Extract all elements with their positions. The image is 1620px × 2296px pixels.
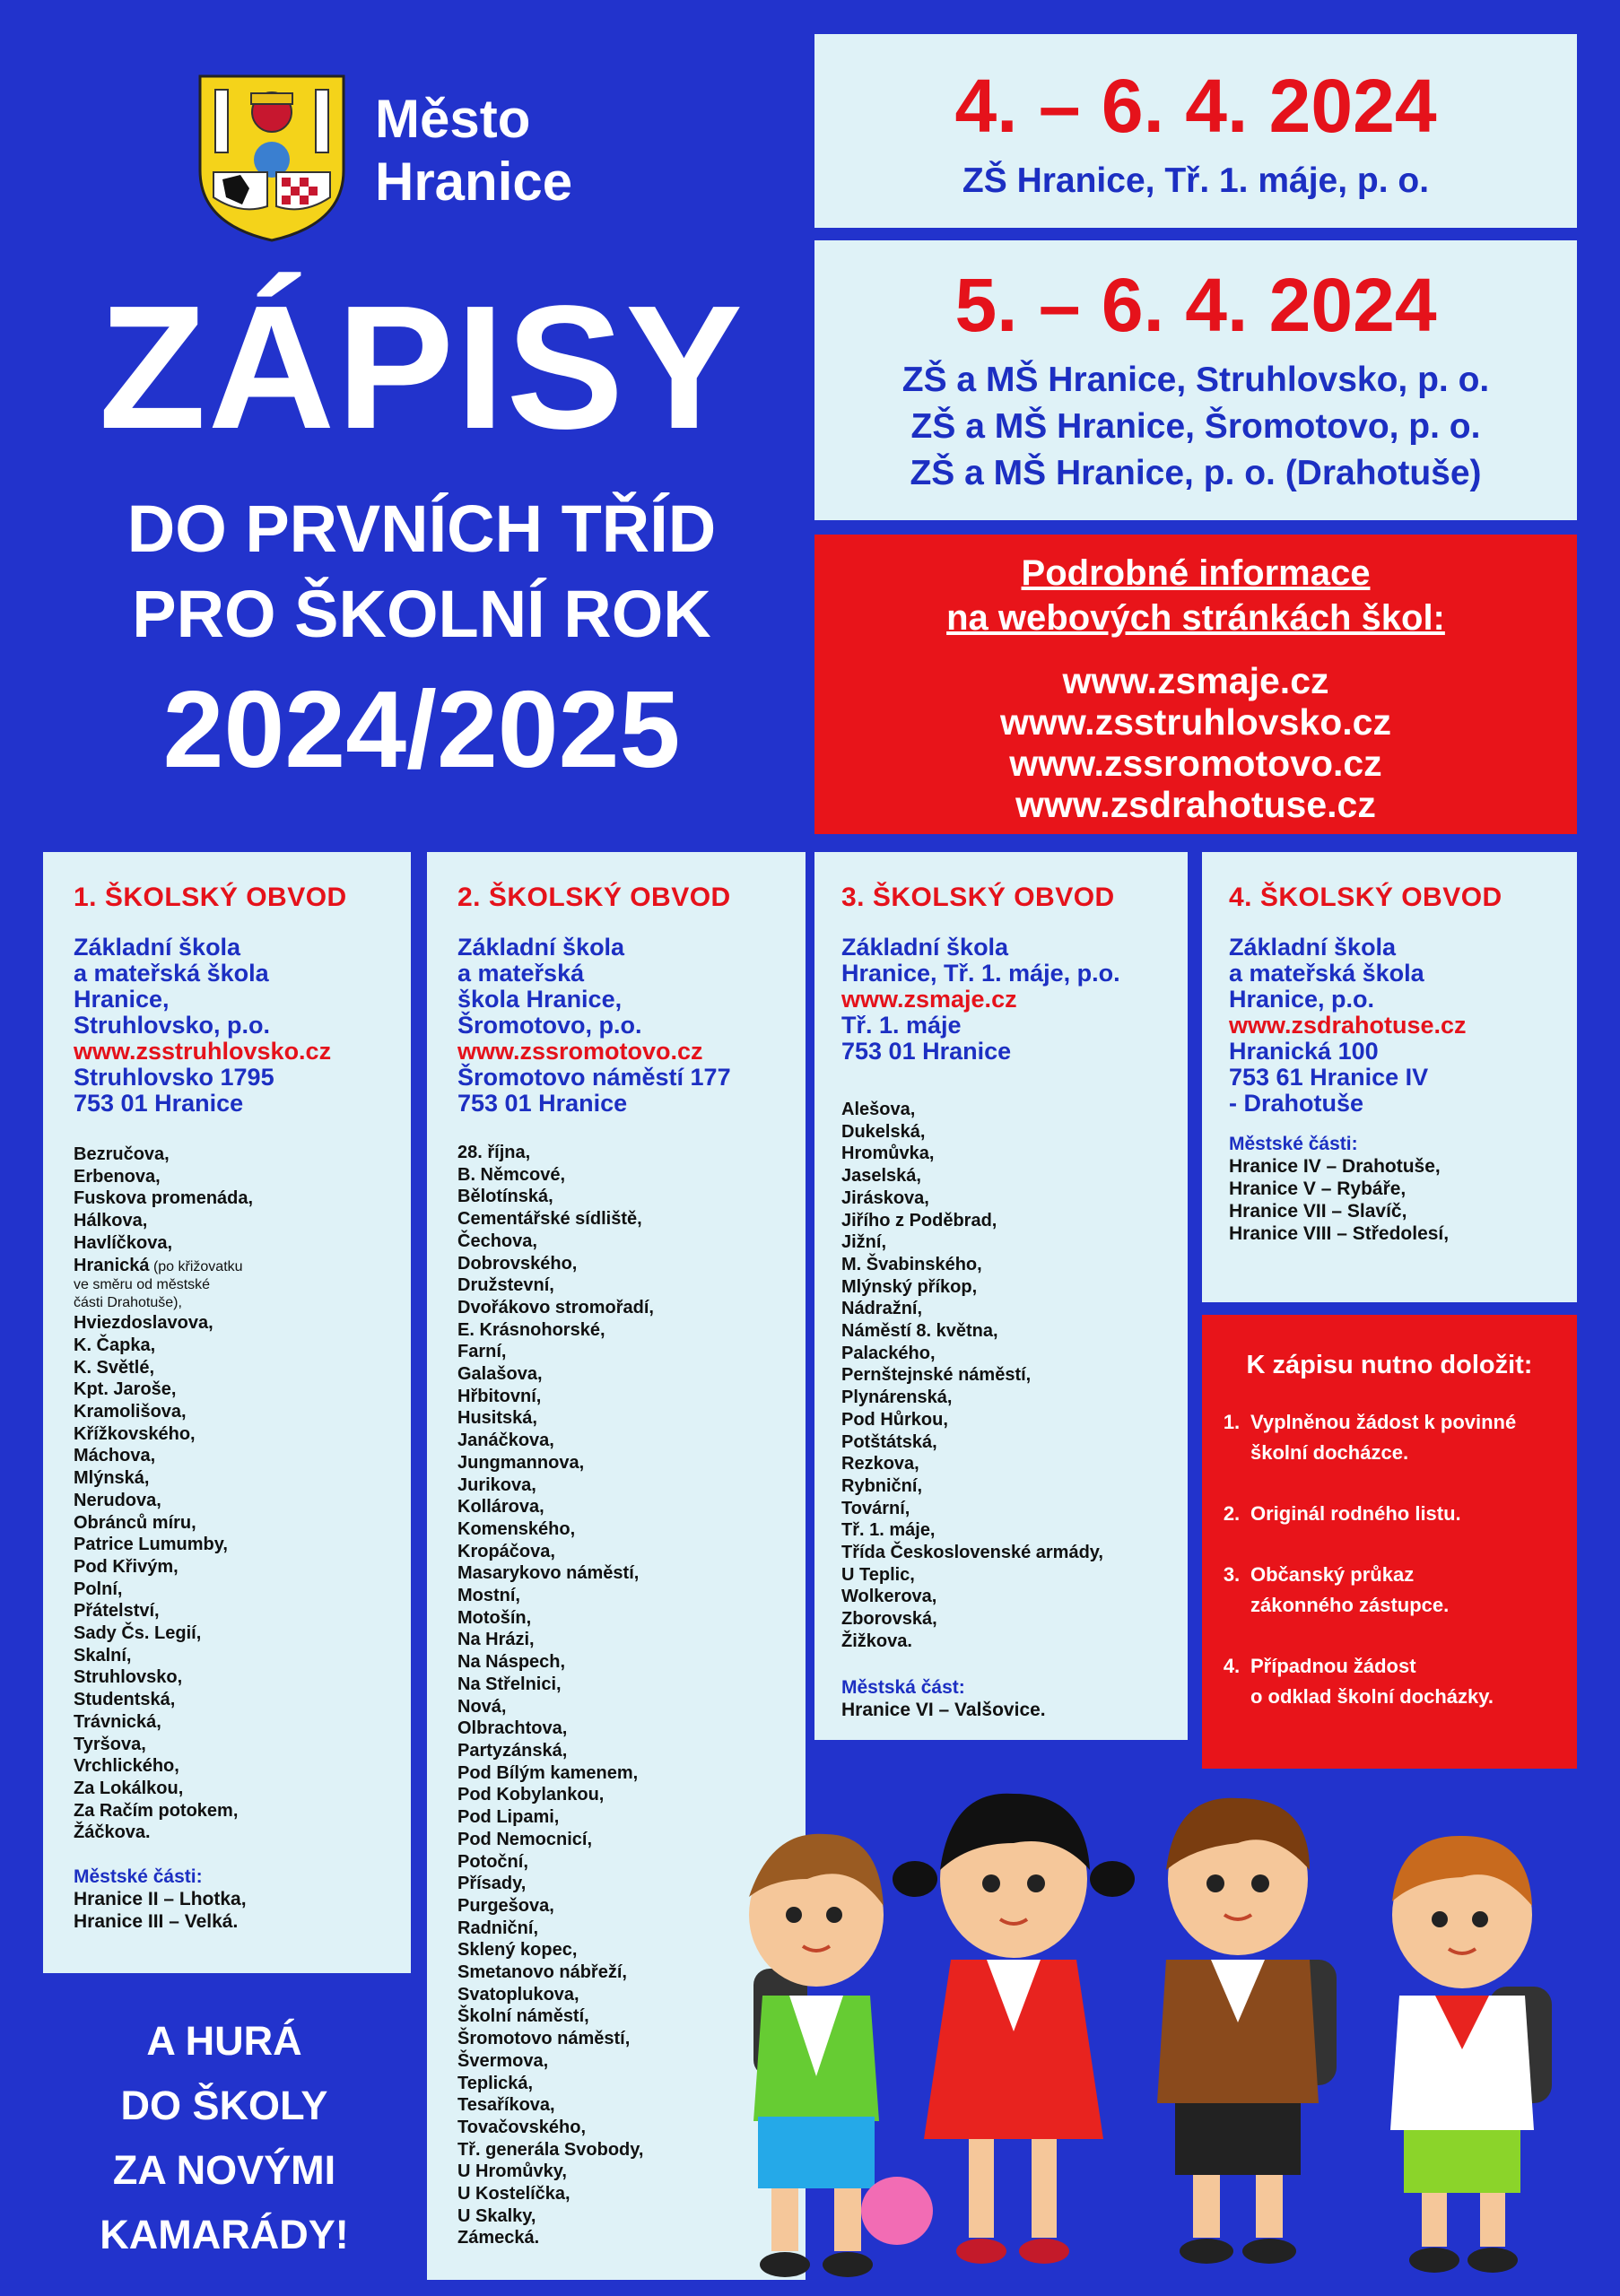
info-url[interactable]: www.zsmaje.cz xyxy=(1062,660,1329,701)
street-item: 28. října, xyxy=(457,1143,531,1162)
school-address: - Drahotuše xyxy=(1229,1090,1364,1117)
street-item: Sklený kopec, xyxy=(457,1940,578,1961)
info-url[interactable]: www.zssromotovo.cz xyxy=(1009,743,1382,784)
street-item: Kollárova, xyxy=(457,1497,544,1518)
school-name: Základní škola xyxy=(1229,934,1397,961)
requirement-item xyxy=(1213,1407,1563,1468)
part-item: Hranice VII – Slavíč, xyxy=(1229,1201,1407,1222)
school-address: 753 01 Hranice xyxy=(841,1038,1012,1065)
street-item: Školní náměstí, xyxy=(457,2006,589,2027)
date-1: 4. – 6. 4. 2024 xyxy=(954,64,1437,148)
children-illustration xyxy=(718,1780,1615,2292)
street-item: Bělotínská, xyxy=(457,1187,553,1207)
street-item: Plynárenská, xyxy=(841,1387,953,1408)
city-name xyxy=(375,88,572,213)
street-item: Dvořákovo stromořadí, xyxy=(457,1297,654,1318)
street-item: Nádražní, xyxy=(841,1299,923,1319)
street-item: B. Němcové, xyxy=(457,1164,566,1185)
street-item: Fuskova promenáda, xyxy=(74,1188,254,1209)
child-4-figure xyxy=(1390,1836,1552,2273)
street-item: Farní, xyxy=(457,1342,507,1362)
street-item: Pod Nemocnicí, xyxy=(457,1829,593,1849)
street-item: Tovární, xyxy=(841,1498,910,1518)
street-item: Alešova, xyxy=(841,1100,916,1119)
street-item: Smetanovo nábřeží, xyxy=(457,1962,627,1983)
district-title: 3. ŠKOLSKÝ OBVOD xyxy=(841,883,1115,912)
school-name: Hranice, xyxy=(74,986,170,1013)
street-item: Studentská, xyxy=(74,1690,176,1710)
street-item: Janáčkova, xyxy=(457,1431,554,1451)
headline-line2: PRO ŠKOLNÍ ROK xyxy=(132,577,711,651)
part-item: Hranice II – Lhotka, xyxy=(74,1889,247,1910)
date-1-school: ZŠ Hranice, Tř. 1. máje, p. o. xyxy=(962,161,1430,200)
street-item: Kramolišova, xyxy=(74,1402,187,1422)
school-name: škola Hranice, xyxy=(457,986,623,1013)
school-name: Základní škola xyxy=(457,934,625,961)
date-2-school: ZŠ a MŠ Hranice, p. o. (Drahotuše) xyxy=(910,454,1482,492)
street-item: Svatoplukova, xyxy=(457,1984,579,2005)
date-2: 5. – 6. 4. 2024 xyxy=(954,263,1437,347)
street-item: Pod Lipami, xyxy=(457,1807,560,1828)
street-item: Cementářské sídliště, xyxy=(457,1209,642,1230)
street-item-special xyxy=(74,1255,388,1277)
info-heading: Podrobné informace xyxy=(1021,553,1371,593)
street-item: Zámecká. xyxy=(457,2228,540,2248)
street-item: Čechova, xyxy=(457,1231,537,1251)
info-url[interactable]: www.zsstruhlovsko.cz xyxy=(1000,701,1391,743)
street-item: Jižní, xyxy=(841,1232,887,1253)
district-4 xyxy=(1202,852,1577,1302)
school-name: Šromotovo, p.o. xyxy=(457,1012,642,1039)
requirement-text: školní docházce. xyxy=(1250,1441,1409,1464)
date-2-school: ZŠ a MŠ Hranice, Šromotovo, p. o. xyxy=(910,407,1481,446)
street-item: Jungmannova, xyxy=(457,1452,585,1473)
street-item: Masarykovo náměstí, xyxy=(457,1563,640,1584)
requirements-title: K zápisu nutno doložit: xyxy=(1246,1351,1533,1379)
street-item: Žáčkova. xyxy=(74,1822,151,1843)
info-url[interactable]: www.zsdrahotuse.cz xyxy=(1015,784,1376,825)
street-item: Husitská, xyxy=(457,1408,537,1429)
slogan-line: ZA NOVÝMI xyxy=(112,2147,336,2193)
street-item: Havlíčkova, xyxy=(74,1232,173,1253)
street-item: Tyršova, xyxy=(74,1734,146,1754)
headline-line1: DO PRVNÍCH TŘÍD xyxy=(126,491,717,566)
street-item: Pernštejnské náměstí, xyxy=(841,1365,1032,1386)
street-item: Na Hrázi, xyxy=(457,1630,535,1650)
street-item: Mlýnský příkop, xyxy=(841,1276,978,1297)
street-item: Kpt. Jaroše, xyxy=(74,1379,177,1400)
street-item: U Hromůvky, xyxy=(457,2161,567,2182)
requirement-item xyxy=(1213,1651,1563,1712)
part-item: Hranice IV – Drahotuše, xyxy=(1229,1156,1441,1177)
slogan-line: KAMARÁDY! xyxy=(100,2212,349,2257)
street-item: Motošín, xyxy=(457,1607,532,1628)
street-item: Dukelská, xyxy=(841,1121,926,1142)
street-item: Na Střelnici, xyxy=(457,1674,562,1694)
date-2-school: ZŠ a MŠ Hranice, Struhlovsko, p. o. xyxy=(901,361,1490,399)
street-item: Šromotovo náměstí, xyxy=(457,2029,631,2049)
child-3-figure xyxy=(1157,1798,1337,2264)
street-item: Rezkova, xyxy=(841,1454,919,1474)
street-item: Na Náspech, xyxy=(457,1652,566,1673)
city-crest-icon xyxy=(196,72,348,242)
street-item: Purgešova, xyxy=(457,1895,554,1916)
street-item: Hviezdoslavova, xyxy=(74,1313,213,1334)
school-name: Základní škola xyxy=(841,934,1009,961)
street-item: Nová, xyxy=(457,1696,507,1717)
street-item: Hřbitovní, xyxy=(457,1386,542,1406)
street-item: Hálkova, xyxy=(74,1211,148,1231)
requirement-text: Vyplněnou žádost k povinné xyxy=(1250,1411,1517,1433)
street-item: Dobrovského, xyxy=(457,1253,578,1274)
street-item: Za Lokálkou, xyxy=(74,1778,184,1798)
school-name: a mateřská škola xyxy=(74,960,269,987)
street-item: Potoční, xyxy=(457,1851,528,1872)
school-name: Hranice, p.o. xyxy=(1229,986,1375,1013)
school-address: Hranická 100 xyxy=(1229,1038,1379,1065)
street-item: Mlýnská, xyxy=(74,1468,150,1489)
street-item: Přátelství, xyxy=(74,1601,160,1622)
street-item: Švermova, xyxy=(457,2050,549,2071)
slogan-line: DO ŠKOLY xyxy=(120,2083,328,2128)
headline-title: ZÁPISY xyxy=(99,269,745,465)
district-title: 4. ŠKOLSKÝ OBVOD xyxy=(1229,883,1502,912)
requirement-text: zákonného zástupce. xyxy=(1250,1594,1450,1616)
info-box xyxy=(814,535,1577,834)
street-item: U Kostelíčka, xyxy=(457,2184,570,2205)
requirement-number: 2. xyxy=(1223,1502,1241,1525)
street-item: Zborovská, xyxy=(841,1609,937,1630)
school-address: Šromotovo náměstí 177 xyxy=(457,1064,731,1091)
street-item: Jiřího z Poděbrad, xyxy=(841,1210,997,1231)
street-item: Náměstí 8. května, xyxy=(841,1321,998,1342)
school-address: 753 01 Hranice xyxy=(74,1090,244,1117)
street-item: Jaselská, xyxy=(841,1166,921,1187)
requirement-text: Originál rodného listu. xyxy=(1250,1502,1461,1525)
requirements-box xyxy=(1202,1315,1577,1769)
street-item: Pod Hůrkou, xyxy=(841,1409,948,1430)
school-address: 753 61 Hranice IV xyxy=(1229,1064,1429,1091)
street-item: Máchova, xyxy=(74,1446,156,1466)
street-item: Erbenova, xyxy=(74,1166,161,1187)
street-item: Galašova, xyxy=(457,1364,543,1385)
requirement-item xyxy=(1213,1560,1563,1621)
street-item: Radniční, xyxy=(457,1918,539,1938)
school-address: 753 01 Hranice xyxy=(457,1090,628,1117)
headline-year: 2024/2025 xyxy=(162,668,681,790)
district-title: 1. ŠKOLSKÝ OBVOD xyxy=(74,883,347,912)
street-item: K. Světlé, xyxy=(74,1357,155,1378)
street-item: Patrice Lumumby, xyxy=(74,1535,228,1555)
part-item: Hranice VI – Valšovice. xyxy=(841,1699,1046,1720)
street-name: Hranická xyxy=(74,1255,150,1275)
street-item: K. Čapka, xyxy=(74,1335,156,1355)
street-item: Komenského, xyxy=(457,1518,576,1539)
part-item: Hranice V – Rybáře, xyxy=(1229,1178,1407,1199)
requirement-number: 1. xyxy=(1223,1411,1241,1433)
street-item: E. Krásnohorské, xyxy=(457,1319,605,1340)
street-item: Třída Československé armády, xyxy=(841,1543,1103,1563)
street-list xyxy=(74,1312,388,1844)
school-address: Tř. 1. máje xyxy=(841,1012,962,1039)
street-item: Hromůvka, xyxy=(841,1144,935,1164)
date-box-1 xyxy=(814,34,1577,228)
street-item: U Teplic, xyxy=(841,1564,915,1585)
street-item: Trávnická, xyxy=(74,1711,161,1732)
school-name: Hranice, Tř. 1. máje, p.o. xyxy=(841,960,1120,987)
street-item: Potštátská, xyxy=(841,1431,937,1452)
street-item: Pod Křivým, xyxy=(74,1556,179,1577)
school-url[interactable]: www.zssromotovo.cz xyxy=(457,1038,703,1065)
school-url[interactable]: www.zsdrahotuse.cz xyxy=(1229,1012,1467,1039)
street-item: Tesaříkova, xyxy=(457,2095,555,2116)
school-url[interactable]: www.zsmaje.cz xyxy=(841,986,1017,1013)
part-item: Hranice III – Velká. xyxy=(74,1911,239,1933)
street-item: Křížkovského, xyxy=(74,1423,196,1444)
street-item: Rybniční, xyxy=(841,1475,923,1496)
part-item: Hranice VIII – Středolesí, xyxy=(1229,1223,1450,1244)
street-item: Družstevní, xyxy=(457,1275,554,1296)
street-item: Palackého, xyxy=(841,1343,936,1363)
district-3 xyxy=(814,852,1188,1740)
street-item: Kropáčova, xyxy=(457,1541,555,1561)
street-item: Nerudova, xyxy=(74,1490,161,1510)
street-item: U Skalky, xyxy=(457,2205,536,2226)
street-note: části Drahotuše), xyxy=(74,1295,182,1311)
street-item: Vrchlického, xyxy=(74,1756,179,1777)
slogan xyxy=(36,2009,413,2267)
requirement-text: Případnou žádost xyxy=(1250,1655,1416,1677)
street-item: Struhlovsko, xyxy=(74,1667,183,1688)
requirement-text: o odklad školní docházky. xyxy=(1250,1685,1494,1708)
street-item: Tř. generála Svobody, xyxy=(457,2139,644,2160)
street-item: Tovačovského, xyxy=(457,2117,587,2137)
street-item: Žižkova. xyxy=(841,1631,912,1651)
street-item: Mostní, xyxy=(457,1586,520,1606)
school-address: Struhlovsko 1795 xyxy=(74,1064,274,1091)
street-item: Tř. 1. máje, xyxy=(841,1520,936,1541)
street-item: Obránců míru, xyxy=(74,1512,196,1533)
street-note: (po křižovatku xyxy=(149,1258,243,1274)
school-url[interactable]: www.zsstruhlovsko.cz xyxy=(74,1038,332,1065)
info-heading: na webových stránkách škol: xyxy=(946,598,1445,638)
street-item: Pod Kobylankou, xyxy=(457,1785,605,1805)
street-item: Jiráskova, xyxy=(841,1187,929,1208)
street-item: Přísady, xyxy=(457,1874,527,1894)
requirement-text: Občanský průkaz xyxy=(1250,1563,1415,1586)
parts-title: Městská část: xyxy=(841,1676,965,1698)
parts-title: Městské části: xyxy=(74,1866,203,1888)
street-item: Skalní, xyxy=(74,1645,132,1665)
street-item: Polní, xyxy=(74,1578,123,1599)
child-2-figure xyxy=(861,1794,1135,2264)
street-item: Bezručova, xyxy=(74,1144,170,1164)
requirement-number: 3. xyxy=(1223,1563,1241,1586)
street-list xyxy=(841,1099,1164,1653)
street-list xyxy=(74,1144,388,1255)
date-box-2 xyxy=(814,240,1577,520)
street-item: Olbrachtova, xyxy=(457,1718,568,1739)
street-item: Pod Bílým kamenem, xyxy=(457,1762,639,1783)
street-note: ve směru od městské xyxy=(74,1277,211,1293)
city-name-line1: Město xyxy=(375,89,531,149)
street-item: Partyzánská, xyxy=(457,1740,568,1761)
school-name: a mateřská xyxy=(457,960,585,987)
school-name: Základní škola xyxy=(74,934,241,961)
street-item: Wolkerova, xyxy=(841,1587,937,1607)
street-item: Sady Čs. Legií, xyxy=(74,1623,202,1644)
school-name: Struhlovsko, p.o. xyxy=(74,1012,271,1039)
requirement-number: 4. xyxy=(1223,1655,1241,1677)
street-item: M. Švabinského, xyxy=(841,1254,982,1274)
school-name: a mateřská škola xyxy=(1229,960,1424,987)
street-item: Za Račím potokem, xyxy=(74,1800,239,1821)
slogan-line: A HURÁ xyxy=(146,2018,302,2064)
district-title: 2. ŠKOLSKÝ OBVOD xyxy=(457,883,731,912)
city-name-line2: Hranice xyxy=(375,152,573,212)
parts-title: Městské části: xyxy=(1229,1134,1358,1154)
street-item: Teplická, xyxy=(457,2073,534,2093)
requirement-item xyxy=(1213,1499,1563,1529)
street-item: Jurikova, xyxy=(457,1474,536,1495)
district-1 xyxy=(43,852,411,1973)
